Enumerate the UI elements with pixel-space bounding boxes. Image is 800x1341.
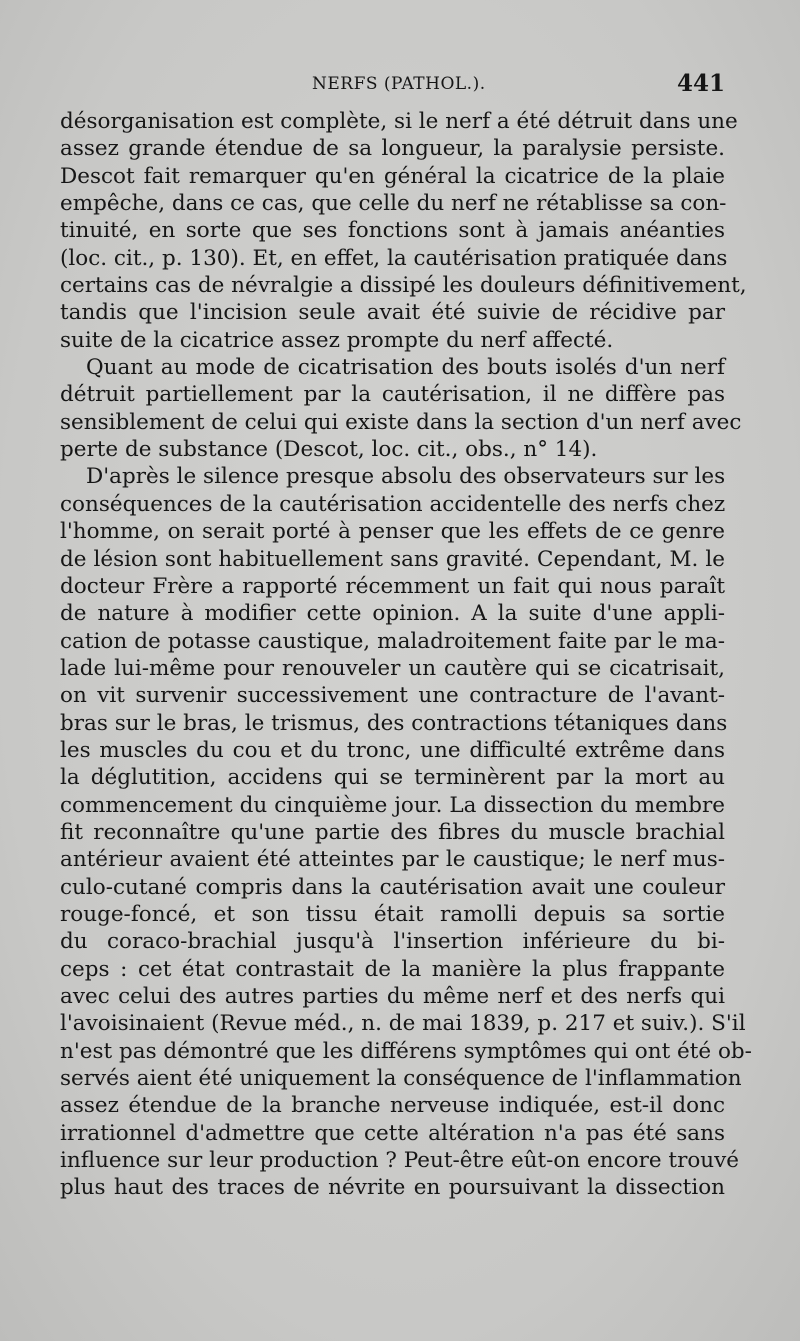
text-line: du coraco-brachial jusqu'à l'insertion inférieure du bi-	[60, 929, 725, 955]
running-head: NERFS (PATHOL.).	[312, 74, 486, 94]
text-line: antérieur avaient été atteintes par le caustique; le nerf mus-	[60, 847, 725, 873]
text-line: l'homme, on serait porté à penser que les effets de ce genre	[60, 519, 725, 545]
text-line: n'est pas démontré que les différens symptômes qui ont été ob-	[60, 1038, 752, 1064]
text-line: Descot fait remarquer qu'en général la cicatrice de la plaie	[60, 163, 725, 189]
text-line: culo-cutané compris dans la cautérisation avait une couleur	[60, 874, 725, 900]
page-number: 441	[676, 70, 725, 97]
text-line: avec celui des autres parties du même nerf et des nerfs qui	[60, 984, 725, 1009]
text-line: certains cas de névralgie a dissipé les douleurs définitivement,	[60, 273, 747, 299]
text-line: assez grande étendue de sa longueur, la paralysie persiste.	[60, 136, 725, 162]
text-line: Quant au mode de cicatrisation des bouts isolés d'un nerf	[86, 355, 725, 381]
text-line: ceps : cet état contrastait de la manière la plus frappante	[60, 956, 725, 982]
text-line: perte de substance (Descot, loc. cit., obs., n° 14).	[60, 437, 598, 463]
text-line: sensiblement de celui qui existe dans la section d'un nerf avec	[60, 409, 742, 435]
text-line: bras sur le bras, le trismus, des contractions tétaniques dans	[60, 710, 728, 736]
text-line: de lésion sont habituellement sans gravité. Cependant, M. le	[60, 546, 725, 572]
text-line: (loc. cit., p. 130). Et, en effet, la cautérisation pratiquée dans	[60, 245, 728, 271]
text-line: irrationnel d'admettre que cette altération n'a pas été sans	[60, 1120, 725, 1146]
text-line: les muscles du cou et du tronc, une difficulté extrême dans	[60, 737, 725, 763]
text-line: assez étendue de la branche nerveuse indiquée, est-il donc	[60, 1093, 725, 1119]
text-line: la déglutition, accidens qui se terminèrent par la mort au	[60, 765, 725, 791]
text-line: on vit survenir successivement une contracture de l'avant-	[60, 683, 725, 709]
text-line: de nature à modifier cette opinion. A la suite d'une appli-	[60, 601, 725, 627]
text-line: suite de la cicatrice assez prompte du nerf affecté.	[60, 327, 614, 353]
text-line: cation de potasse caustique, maladroitement faite par le ma-	[60, 628, 725, 654]
text-line: rouge-foncé, et son tissu était ramolli depuis sa sortie	[60, 901, 725, 927]
text-line: l'avoisinaient (Revue méd., n. de mai 1839, p. 217 et suiv.). S'il	[60, 1011, 746, 1037]
page-header	[60, 70, 725, 104]
text-line: détruit partiellement par la cautérisation, il ne diffère pas	[60, 382, 725, 408]
text-line: tinuité, en sorte que ses fonctions sont à jamais anéanties	[60, 218, 725, 244]
text-line: influence sur leur production ? Peut-être eût-on encore trouvé	[60, 1148, 740, 1174]
text-line: fit reconnaître qu'une partie des fibres du muscle brachial	[60, 819, 725, 845]
text-line: commencement du cinquième jour. La dissection du membre	[60, 792, 725, 818]
text-line: conséquences de la cautérisation accidentelle des nerfs chez	[60, 491, 726, 517]
text-line: empêche, dans ce cas, que celle du nerf ne rétablisse sa con-	[60, 191, 727, 217]
body-text	[60, 108, 752, 1202]
text-line: désorganisation est complète, si le nerf a été détruit dans une	[60, 109, 738, 134]
text-line: docteur Frère a rapporté récemment un fait qui nous paraît	[60, 573, 725, 599]
text-line: lade lui-même pour renouveler un cautère qui se cicatrisait,	[60, 655, 725, 681]
text-line: D'après le silence presque absolu des observateurs sur les	[86, 464, 726, 490]
text-line: tandis que l'incision seule avait été suivie de récidive par	[60, 300, 725, 326]
text-line: servés aient été uniquement la conséquence de l'inflammation	[60, 1066, 742, 1092]
text-line: plus haut des traces de névrite en poursuivant la dissection	[60, 1175, 725, 1201]
